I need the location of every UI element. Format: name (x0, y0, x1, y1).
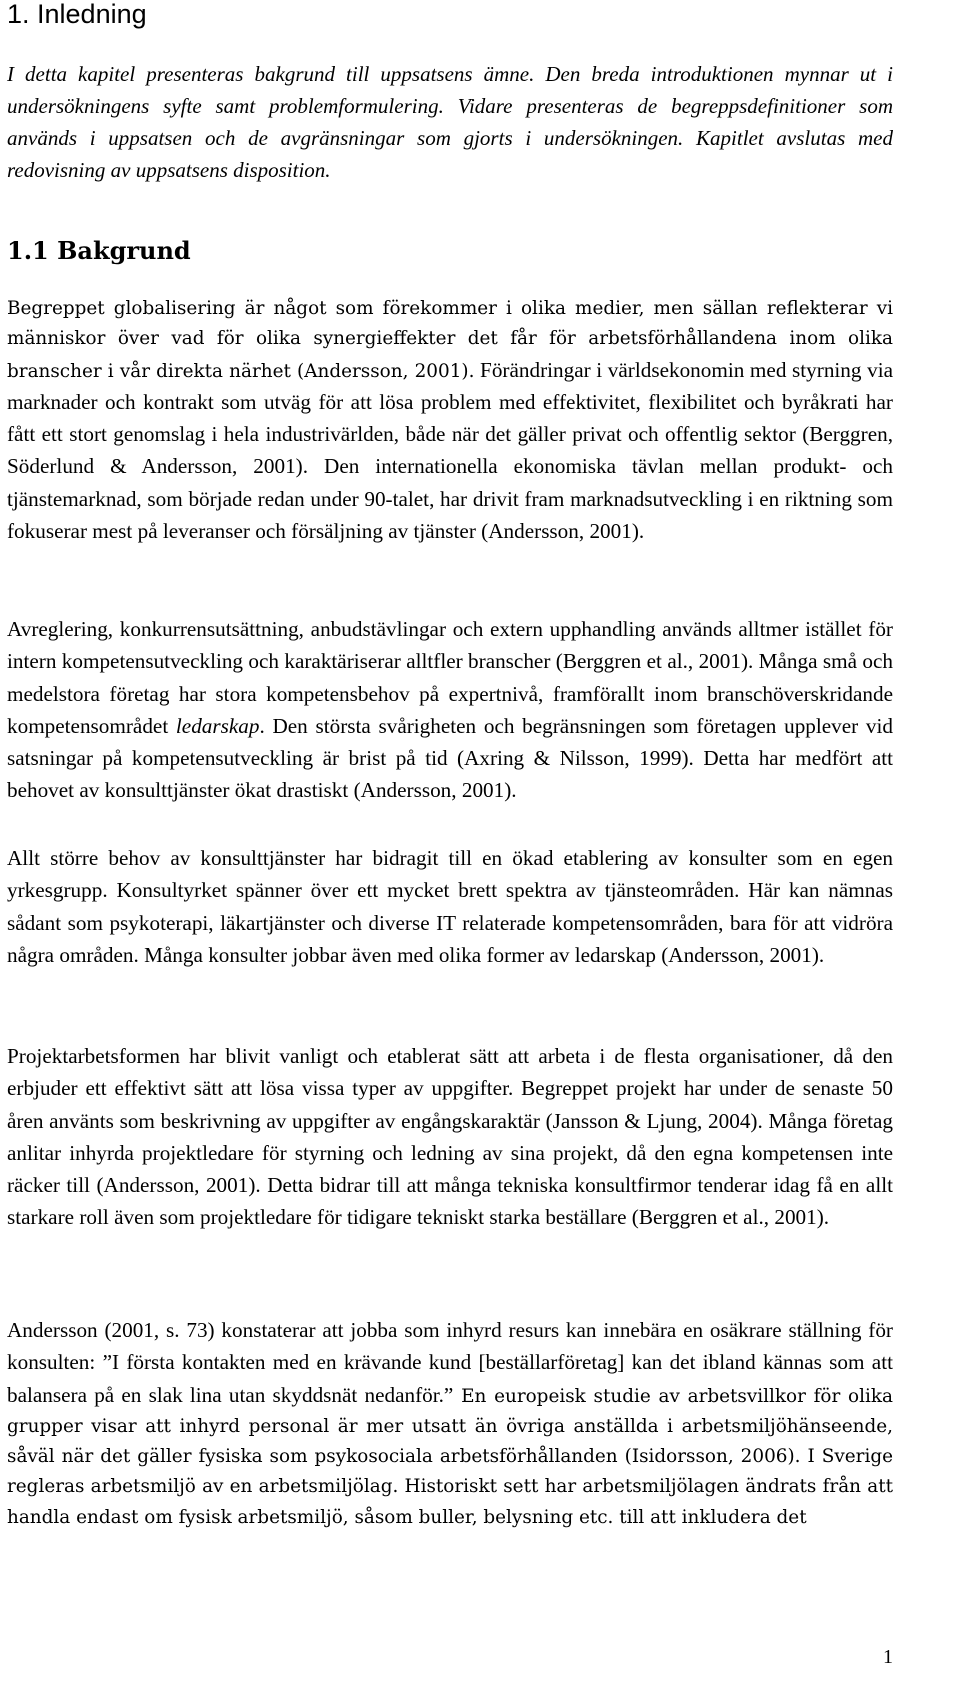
paragraph-text: Begreppet globalisering är något som förekommer i olika medier, men sällan reflekterar vi människor över vad för olika synergieffekter det får för arbetsförhållandena inom olika branscher i vår direkta närhet (Andersson, 2001). (7, 298, 893, 382)
page-number: 1 (883, 1646, 893, 1668)
emphasis-ledarskap: ledarskap (175, 713, 260, 738)
paragraph-konsultyrket (7, 843, 893, 972)
chapter-title: 1. Inledning (7, 0, 147, 29)
section-title: 1.1 Bakgrund (7, 236, 191, 265)
paragraph-text: . Den största svårigheten och begränsningen som företagen upplever vid satsningar på kompetensutveckling är brist på tid (Axring & Nilsson, 1999). Detta har medfört att behovet av konsulttjänster ökat drastiskt (Andersson, 2001). (7, 713, 894, 803)
paragraph-text: Förändringar i världsekonomin med styrning via marknader och kontrakt som utväg för att lösa problem med effektivitet, flexibilitet och byråkrati har fått ett stort genomslag i hela industrivärlden, både när det gäller privat och offentlig sektor (Berggren, Söderlund & Andersson, 2001). (7, 357, 893, 479)
paragraph-text: Den internationella ekonomiska tävlan mellan produkt- och tjänstemarknad, som började redan under 90-talet, har drivit fram marknadsutveckling i en riktning som fokuserar mest på leveranser och försäljning av tjänster (Andersson, 2001). (7, 454, 893, 544)
paragraph-text: Andersson (2001, s. 73) konstaterar att jobba som inhyrd resurs kan innebära en osäkrare ställning för konsulten: ”I första kontakten med en krävande kund [beställarföretag] kan det ibland kännas som att balansera på en slak lina utan skyddsnät nedanför.” (7, 1318, 893, 1407)
paragraph-projektarbetsformen (7, 1041, 893, 1235)
paragraph-text: Allt större behov av konsulttjänster har bidragit till en ökad etablering av konsulter som en egen yrkesgrupp. Konsultyrket spänner över ett mycket brett spektra av tjänsteområden. Här kan nämnas sådant som psykoterapi, läkartjänster och diverse IT relaterade kompetensområden, bara för att vidröra några områden. Många konsulter jobbar även med olika former av ledarskap (Andersson, 2001). (7, 846, 893, 967)
paragraph-text: En europeisk studie av arbetsvillkor för olika grupper visar att inhyrd personal är mer utsatt än övriga anställda i arbetsmiljöhänseende, såväl när det gäller fysiska som psykosociala arbetsförhållanden (Isidorsson, 2006). I Sverige regleras arbetsmiljö av en arbetsmiljölag. Historiskt sett har arbetsmiljölagen ändrats från att handla endast om fysisk arbetsmiljö, såsom buller, belysning etc. till att inkludera det (7, 1385, 893, 1528)
paragraph-inhyrd-resurs (7, 1315, 893, 1533)
paragraph-text: Projektarbetsformen har blivit vanligt och etablerat sätt att arbeta i de flesta organisationer, då den erbjuder ett effektivt sätt att lösa vissa typer av uppgifter. Begreppet projekt har under de senaste 50 åren använts som beskrivning av uppgifter av engångskaraktär (Jansson & Ljung, 2004). Många företag anlitar inhyrda projektledare för styrning och ledning av sina projekt, då den egna kompetensen inte räcker till (Andersson, 2001). Detta bidrar till att många tekniska konsultfirmor tenderar idag få en allt starkare roll även som projektledare för tidigare tekniskt starka beställare (Berggren et al., 2001). (7, 1044, 893, 1230)
paragraph-avreglering (7, 614, 893, 808)
chapter-intro: I detta kapitel presenteras bakgrund till uppsatsens ämne. Den breda introduktionen mynnar ut i undersökningens syfte samt problemformulering. Vidare presenteras de begreppsdefinitioner som används i uppsatsen och de avgränsningar som gjorts i undersökningen. Kapitlet avslutas med redovisning av uppsatsens disposition. (7, 62, 893, 182)
paragraph-globalisering (7, 294, 893, 548)
paragraph-text: Avreglering, konkurrensutsättning, anbudstävlingar och extern upphandling används alltmer istället för intern kompetensutveckling och karaktäriserar alltfler branscher (Berggren et al., 2001). Många små och medelstora företag har stora kompetensbehov på expertnivå, framförallt inom branschöverskridande kompetensområdet (7, 617, 893, 738)
